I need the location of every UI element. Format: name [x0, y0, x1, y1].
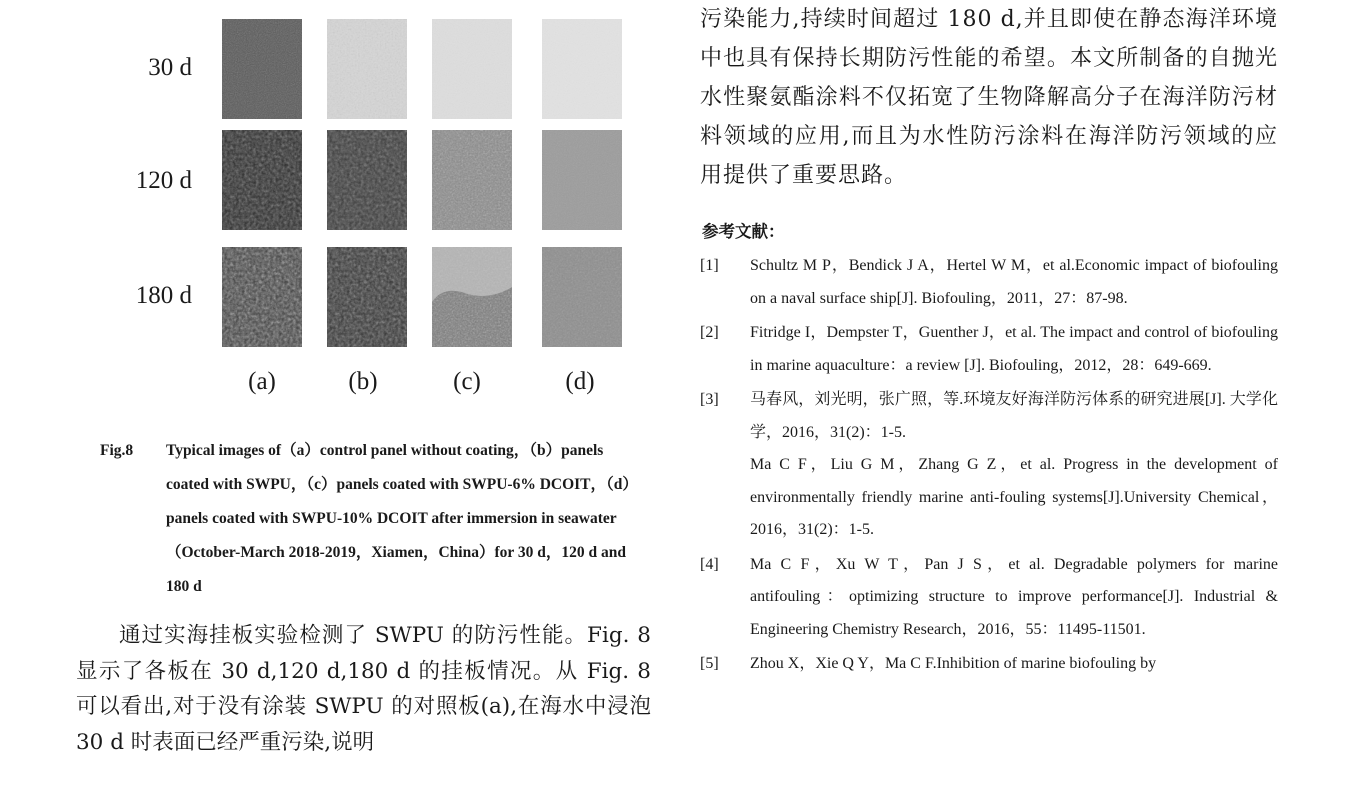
reference-text: Fitridge I，Dempster T，Guenther J，et al. The impact and control of biofouling in marine aquaculture：a review [J]. Biofouling，2012，28：649-669. — [750, 324, 1278, 374]
figure-8 — [0, 0, 680, 430]
row-label-180d: 180 d — [135, 282, 192, 309]
reference-number: [5] — [700, 655, 719, 672]
panel-d-180d — [542, 247, 622, 347]
references-heading: 参考文献： — [702, 222, 785, 241]
panel-d-120d — [542, 130, 622, 230]
panel-a-180d — [222, 247, 302, 347]
row-label-30d: 30 d — [148, 54, 192, 81]
reference-text: 马春风，刘光明，张广照，等.环境友好海洋防污体系的研究进展[J]. 大学化学，2016，31(2)：1-5. — [750, 391, 1278, 441]
reference-4 — [700, 549, 1278, 647]
reference-number: [4] — [700, 555, 719, 573]
reference-text: Zhou X，Xie Q Y，Ma C F.Inhibition of marine biofouling by — [750, 655, 1157, 672]
figure-caption — [100, 434, 645, 604]
reference-number: [2] — [700, 324, 719, 341]
panel-d-30d — [542, 19, 622, 119]
panel-c-30d — [432, 19, 512, 119]
row-label-120d: 120 d — [135, 167, 192, 194]
reference-number: [1] — [700, 257, 719, 274]
col-label-d: (d) — [565, 368, 595, 395]
col-label-b: (b) — [348, 368, 378, 395]
col-label-a: (a) — [248, 368, 276, 395]
reference-text: Ma C F，Xu W T，Pan J S，et al. Degradable polymers for marine antifouling：optimizing structure to improve performance[J]. Industrial & Engineering Chemistry Research，2016，55：11495-11501. — [750, 555, 1278, 638]
panel-a-30d — [222, 19, 302, 119]
panel-c-120d — [432, 130, 512, 230]
references-list — [700, 250, 1278, 683]
panel-b-180d — [327, 247, 407, 347]
panel-c-180d — [432, 247, 512, 347]
panel-b-120d — [327, 130, 407, 230]
panel-a-120d — [222, 130, 302, 230]
reference-number: [3] — [700, 391, 719, 408]
panel-b-30d — [327, 19, 407, 119]
reference-3 — [700, 384, 1278, 547]
body-paragraph-left: 通过实海挂板实验检测了 SWPU 的防污性能。Fig. 8 显示了各板在 30 d,120 d,180 d 的挂板情况。从 Fig. 8 可以看出,对于没有涂装 SWPU 的对照板(a),在海水中浸泡 30 d 时表面已经严重污染,说明 — [76, 623, 651, 755]
reference-1 — [700, 250, 1278, 315]
figure-caption-text: Typical images of（a）control panel without coating，（b）panels coated with SWPU，（c）panels coated with SWPU-6% DCOIT，（d）panels coated with SWPU-10% DCOIT after immersion in seawater（October-March 2018-2019，Xiamen，China）for 30 d，120 d and 180 d — [166, 442, 638, 595]
reference-text: Schultz M P，Bendick J A，Hertel W M，et al.Economic impact of biofouling on a naval surface ship[J]. Biofouling，2011，27：87-98. — [750, 257, 1278, 307]
reference-2 — [700, 317, 1278, 382]
reference-text-english: Ma C F，Liu G M，Zhang G Z，et al. Progress in the development of environmentally friendly marine anti-fouling systems[J].University Chemical，2016，31(2)：1-5. — [750, 456, 1278, 538]
reference-5 — [700, 648, 1278, 681]
body-paragraph-right: 污染能力,持续时间超过 180 d,并且即使在静态海洋环境中也具有保持长期防污性能的希望。本文所制备的自抛光水性聚氨酯涂料不仅拓宽了生物降解高分子在海洋防污材料领域的应用,而且为水性防污涂料在海洋防污领域的应用提供了重要思路。 — [700, 7, 1278, 188]
col-label-c: (c) — [453, 368, 481, 395]
figure-caption-tag: Fig.8 — [100, 442, 134, 459]
